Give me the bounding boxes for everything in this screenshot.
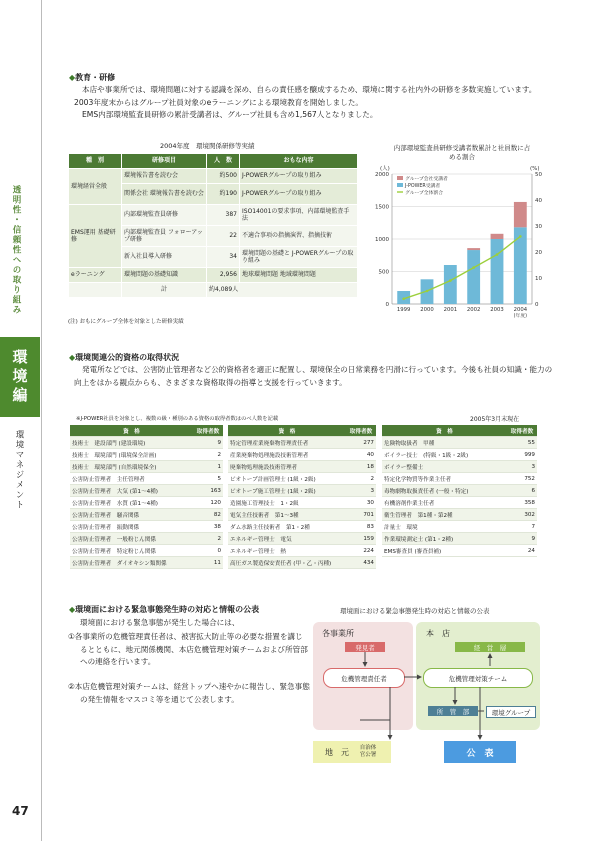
qualification-name: 公害防止管理者 振動関係 — [70, 521, 193, 533]
crisis-manager-box: 危機管理責任者 — [323, 668, 405, 688]
x-tick-label: 2000 — [420, 307, 434, 313]
qualification-count: 3 — [507, 461, 537, 473]
legend-label: グループ会社受講者 — [405, 177, 448, 182]
table-row — [70, 533, 223, 545]
bar-group — [514, 202, 527, 227]
qualification-name: 衛生管理者 第1種・第2種 — [382, 509, 507, 521]
y2-tick-label: 40 — [535, 198, 542, 204]
section-heading-emergency: ◆環境面における緊急事態発生時の対応と情報の公表 — [69, 605, 260, 614]
table-row — [228, 521, 376, 533]
table-header-row: 種 別 研修項目 人 数 おもな内容 — [69, 154, 358, 169]
qualification-count: 11 — [193, 557, 223, 569]
hq-label: 本 店 — [426, 629, 450, 638]
qualification-name: ビオトープ計画管理士 (1級・2級) — [228, 473, 346, 485]
y-tick-label: 1000 — [375, 237, 389, 243]
qualification-count: 40 — [346, 449, 376, 461]
qualification-count: 159 — [346, 533, 376, 545]
legend-swatch-jpower — [397, 183, 403, 187]
sidebar-divider — [41, 0, 42, 841]
qualification-count: 2 — [193, 449, 223, 461]
qualification-name: 公害防止管理者 ダイオキシン類関係 — [70, 557, 193, 569]
header-count: 取得者数 — [193, 425, 223, 437]
qualification-count: 18 — [346, 461, 376, 473]
page-number: 47 — [12, 804, 29, 818]
bar-group — [491, 234, 504, 239]
table-header-row — [382, 425, 537, 437]
sidebar-subsection: 環境マネジメント — [14, 430, 24, 510]
qualification-name: EMS審査員 (審査員補) — [382, 545, 507, 557]
qualification-name: 公害防止管理者 水質 (第1〜4種) — [70, 497, 193, 509]
table-header-row — [228, 425, 376, 437]
table-row — [228, 509, 376, 521]
header-name: 資 格 — [382, 425, 507, 437]
x-tick-label: 2003 — [490, 307, 504, 313]
table-header-row — [70, 425, 223, 437]
table-row — [228, 533, 376, 545]
qualification-count: 24 — [507, 545, 537, 557]
line-point — [519, 235, 522, 238]
table-total-row: 計 約4,089人 — [69, 283, 358, 298]
sidebar-category: 透明性・信頼性への取り組み — [11, 185, 21, 315]
qualification-name: 特定管理産業廃棄物管理責任者 — [228, 437, 346, 449]
sidebar — [0, 0, 42, 841]
table-row — [70, 509, 223, 521]
public-announcement-box: 公 表 — [444, 741, 516, 763]
qualification-name: 公害防止管理者 特定粉じん関係 — [70, 545, 193, 557]
line-point — [449, 279, 452, 282]
qualification-name: 公害防止管理者 一般粉じん関係 — [70, 533, 193, 545]
qualification-name: ダム水路主任技術者 第1・2種 — [228, 521, 346, 533]
table-row — [228, 449, 376, 461]
qualification-name: 技術士 建設部門 (建設環境) — [70, 437, 193, 449]
qualification-name: 造園施工管理技士 1・2級 — [228, 497, 346, 509]
training-bar-chart — [362, 162, 562, 322]
qualification-name: 技術士 環境部門 (環境保全計画) — [70, 449, 193, 461]
qualification-name: 電気主任技術者 第1〜3種 — [228, 509, 346, 521]
table-row — [228, 557, 376, 569]
qualification-name: ボイラー技士 (特級・1級・2級) — [382, 449, 507, 461]
table-row — [228, 497, 376, 509]
table-row — [70, 473, 223, 485]
qualification-name: ビオトープ施工管理士 (1級・2級) — [228, 485, 346, 497]
department-box: 所 管 部 — [428, 706, 478, 716]
table-row — [382, 509, 537, 521]
section-text: 発電所などでは、公害防止管理者など公的資格者を適正に配置し、環境保全の日常業務を円滑に行っています。今後も社員の知識・能力の向上をはかる観点からも、さまざまな資格取得の指導と支援を行っていきます。 — [74, 365, 553, 387]
header-count: 取得者数 — [346, 425, 376, 437]
y-tick-label: 500 — [378, 269, 389, 276]
table-row — [70, 557, 223, 569]
x-tick-label: 2002 — [466, 307, 481, 313]
table-row — [228, 461, 376, 473]
section-heading-education: ◆教育・研修 — [69, 73, 116, 82]
x-axis-unit: (年度) — [513, 314, 528, 319]
table-note: (注) おもにグループ全体を対象とした研修実績 — [68, 319, 184, 325]
table-row: 関係会社 環境報告書を読む会 約190 J-POWERグループの取り組み — [69, 184, 358, 205]
header-name: 資 格 — [228, 425, 346, 437]
table-row: 環境経営全般 環境報告書を読む会 約500 J-POWERグループの取り組み — [69, 169, 358, 184]
y2-tick-label: 10 — [535, 276, 542, 282]
table-row — [382, 497, 537, 509]
qualification-count: 701 — [346, 509, 376, 521]
table-row — [70, 545, 223, 557]
qualification-count: 55 — [507, 437, 537, 449]
qualification-count: 7 — [507, 521, 537, 533]
qualification-name: ボイラー整備士 — [382, 461, 507, 473]
qualification-count: 0 — [193, 545, 223, 557]
qualification-count: 82 — [193, 509, 223, 521]
environment-group-box: 環境グループ — [486, 706, 536, 718]
table-row — [382, 449, 537, 461]
emergency-step-2: ②本店危機管理対策チームは、経営トップへ速やかに報告し、緊急事態の発生情報をマスコミ等を通じて公表します。 — [68, 682, 310, 704]
qualification-count: 6 — [507, 485, 537, 497]
local-label: 地 元 — [325, 747, 349, 757]
bar-group — [467, 248, 480, 250]
y-axis-label: (人) — [380, 166, 390, 172]
table-row — [382, 521, 537, 533]
qualification-count: 302 — [507, 509, 537, 521]
qualification-name: 公害防止管理者 大気 (第1〜4種) — [70, 485, 193, 497]
qualification-name: エネルギー管理士 熱 — [228, 545, 346, 557]
legend-label: グループ全体割合 — [405, 191, 443, 196]
emergency-step-1: ①各事業所の危機管理責任者は、被害拡大防止等の必要な措置を講じるとともに、地元関係機関、本店危機管理対策チームおよび所管部への連絡を行います。 — [68, 632, 308, 666]
table-row — [70, 485, 223, 497]
finder-box: 発見者 — [345, 642, 385, 652]
qualification-count: 30 — [346, 497, 376, 509]
y2-tick-label: 20 — [535, 250, 542, 256]
bar-jpower — [444, 265, 457, 304]
line-point — [402, 298, 405, 301]
table-title: 2004年度 環境関係研修等実績 — [160, 142, 255, 150]
qualification-table-2 — [228, 425, 376, 569]
qualification-name: 作業環境測定士 (第1・2種) — [382, 533, 507, 545]
qualification-count: 120 — [193, 497, 223, 509]
table-row — [382, 485, 537, 497]
qualification-count: 752 — [507, 473, 537, 485]
qualification-count: 83 — [346, 521, 376, 533]
qualification-name: 計量士 環境 — [382, 521, 507, 533]
qualification-count: 5 — [193, 473, 223, 485]
qualification-count: 1 — [193, 461, 223, 473]
line-point — [472, 266, 475, 269]
table-row — [228, 545, 376, 557]
y2-tick-label: 30 — [535, 224, 542, 230]
qualification-name: 公害防止管理者 騒音関係 — [70, 509, 193, 521]
qualification-name: 危険物取扱者 甲種 — [382, 437, 507, 449]
qualification-count: 9 — [507, 533, 537, 545]
section-text: EMS内部環境監査員研修の累計受講者は、グループ社員も含め1,567人となりました。 — [82, 110, 378, 119]
qualification-name: 毒物劇物取扱責任者 (一般・特定) — [382, 485, 507, 497]
y2-tick-label: 0 — [535, 302, 539, 308]
chart-title: 内部環境監査員研修受講者数累計と社員数に占める割合 — [393, 144, 531, 161]
table-row — [382, 545, 537, 557]
qualification-count: 2 — [346, 473, 376, 485]
table-row — [382, 533, 537, 545]
qualification-count: 38 — [193, 521, 223, 533]
qualification-name: 公害防止管理者 主任管理者 — [70, 473, 193, 485]
qualification-count: 277 — [346, 437, 376, 449]
section-heading-qualifications: ◆環境関連公的資格の取得状況 — [69, 353, 180, 362]
qualification-date: 2005年3月末現在 — [470, 416, 520, 423]
qualification-count: 434 — [346, 557, 376, 569]
qualification-note: ※J-POWER社員を対象とし、複数の級・種別のある資格の取得者数はのべ人数を記載 — [76, 416, 279, 422]
qualification-name: 産業廃棄物処理施設技術管理者 — [228, 449, 346, 461]
table-row: 内部環境監査員 フォローアップ研修 22 不適合事項の指摘演習、指摘技術 — [69, 226, 358, 247]
bar-jpower — [514, 227, 527, 304]
table-row — [228, 473, 376, 485]
diamond-bullet-icon: ◆ — [69, 73, 76, 82]
y-tick-label: 0 — [385, 302, 389, 308]
y2-tick-label: 50 — [535, 172, 542, 178]
table-row — [70, 497, 223, 509]
table-row — [382, 473, 537, 485]
legend-swatch-group — [397, 176, 403, 180]
bar-jpower — [467, 250, 480, 304]
table-row — [70, 449, 223, 461]
qualification-name: 高圧ガス製造保安責任者 (甲・乙・丙種) — [228, 557, 346, 569]
bar-jpower — [491, 239, 504, 304]
table-row: eラーニング 環境問題の基礎知識 2,956 地球環境問題 地域環境問題 — [69, 268, 358, 283]
diagram-title: 環境面における緊急事態発生時の対応と情報の公表 — [340, 607, 490, 615]
qualification-count: 224 — [346, 545, 376, 557]
crisis-team-box: 危機管理対策チーム — [423, 668, 533, 688]
qualification-count: 3 — [346, 485, 376, 497]
qualification-table-3 — [382, 425, 537, 557]
qualification-name: 有機溶剤作業主任者 — [382, 497, 507, 509]
header-name: 資 格 — [70, 425, 193, 437]
legend-label: J-POWER受講者 — [405, 184, 441, 189]
diagram-arrows — [300, 620, 550, 770]
office-label: 各事業所 — [322, 629, 354, 638]
table-row — [382, 461, 537, 473]
section-text: 本店や事業所では、環境問題に対する認識を深め、自らの責任感を醸成するため、環境に関する社内外の研修を多数実施しています。2003年度末からはグループ社員対象のeラーニングによる環境教育を開始しました。 — [74, 85, 537, 107]
y2-axis-label: (%) — [530, 166, 540, 172]
local-sub-label: 自治体 官公署 — [359, 745, 377, 758]
diamond-bullet-icon: ◆ — [69, 605, 76, 614]
line-point — [426, 290, 429, 293]
x-tick-label: 2004 — [513, 307, 528, 313]
qualification-count: 358 — [507, 497, 537, 509]
table-row: EMS運用 基礎研修 内部環境監査員研修 387 ISO14001の要求事項、内部環境監査手法 — [69, 205, 358, 226]
qualification-name: 廃棄物処理施設技術管理者 — [228, 461, 346, 473]
qualification-count: 163 — [193, 485, 223, 497]
executive-box: 経 営 層 — [455, 642, 525, 652]
table-row — [228, 437, 376, 449]
qualification-name: 技術士 環境部門 (自然環境保全) — [70, 461, 193, 473]
qualification-count: 9 — [193, 437, 223, 449]
table-row — [70, 461, 223, 473]
table-row — [70, 437, 223, 449]
sidebar-tab-environment[interactable]: 環境編 — [0, 337, 40, 417]
line-point — [496, 253, 499, 256]
training-table — [68, 153, 358, 298]
table-row — [228, 485, 376, 497]
table-row — [382, 437, 537, 449]
y-tick-label: 1500 — [375, 204, 389, 211]
qualification-count: 2 — [193, 533, 223, 545]
y-tick-label: 2000 — [375, 172, 389, 178]
table-row: 新入社員導入研修 34 環境問題の基礎と J-POWERグループの取り組み — [69, 247, 358, 268]
section-text: 環境面における緊急事態が発生した場合には、 — [80, 618, 240, 627]
qualification-name: エネルギー管理士 電気 — [228, 533, 346, 545]
qualification-table-1 — [70, 425, 223, 569]
header-count: 取得者数 — [507, 425, 537, 437]
table-row — [70, 521, 223, 533]
x-tick-label: 2001 — [443, 307, 458, 313]
diamond-bullet-icon: ◆ — [69, 353, 76, 362]
qualification-name: 特定化学物質等作業主任者 — [382, 473, 507, 485]
qualification-count: 999 — [507, 449, 537, 461]
x-tick-label: 1999 — [396, 307, 411, 313]
